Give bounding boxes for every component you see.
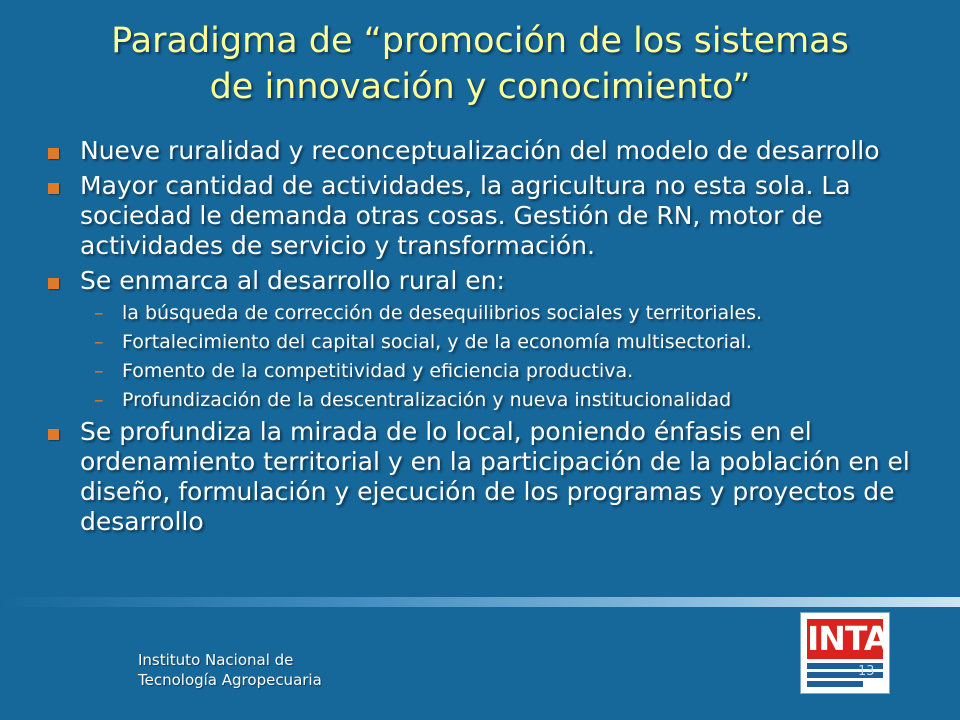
logo-wordmark: INTA	[807, 619, 889, 658]
sub-bullet-item	[44, 301, 924, 325]
title-line-1: Paradigma de “promoción de los sistemas	[111, 21, 849, 61]
sub-bullet-item	[44, 359, 924, 383]
institution-line-1: Instituto Nacional de	[138, 651, 294, 669]
slide-body	[44, 136, 924, 542]
square-bullet-icon	[48, 429, 59, 440]
square-bullet-icon	[48, 278, 59, 289]
square-bullet-icon	[48, 183, 59, 194]
sub-bullet-item	[44, 388, 924, 412]
bullet-text: Mayor cantidad de actividades, la agricultura no esta sola. La sociedad le demanda otras cosas. Gestión de RN, motor de actividades de servicio y transformación.	[80, 171, 851, 260]
bullet-item	[44, 417, 924, 537]
square-bullet-icon	[48, 148, 59, 159]
sub-bullet-text: Fomento de la competitividad y eficiencia productiva.	[122, 360, 634, 382]
sub-bullet-text: Fortalecimiento del capital social, y de la economía multisectorial.	[122, 331, 752, 353]
sub-bullet-text: Profundización de la descentralización y nueva institucionalidad	[122, 389, 732, 411]
bullet-text: Se enmarca al desarrollo rural en:	[80, 266, 505, 295]
title-line-2: de innovación y conocimiento”	[209, 67, 751, 107]
gradient-divider	[0, 597, 960, 607]
bullet-item	[44, 266, 924, 296]
institution-name	[138, 650, 322, 690]
bullet-text: Se profundiza la mirada de lo local, poniendo énfasis en el ordenamiento territorial y en la participación de la población en el diseño, formulación y ejecución de los programas y proyectos de desarrollo	[80, 417, 910, 536]
dash-bullet-icon: –	[94, 331, 104, 353]
dash-bullet-icon: –	[94, 389, 104, 411]
bullet-text: Nueve ruralidad y reconceptualización del modelo de desarrollo	[80, 136, 880, 165]
sub-bullet-item	[44, 330, 924, 354]
dash-bullet-icon: –	[94, 302, 104, 324]
page-number: 13	[858, 664, 875, 679]
slide-title	[40, 18, 920, 110]
sub-bullet-text: la búsqueda de corrección de desequilibrios sociales y territoriales.	[122, 302, 763, 324]
bullet-item	[44, 171, 924, 261]
dash-bullet-icon: –	[94, 360, 104, 382]
inta-logo	[800, 612, 890, 694]
bullet-item	[44, 136, 924, 166]
institution-line-2: Tecnología Agropecuaria	[138, 671, 322, 689]
